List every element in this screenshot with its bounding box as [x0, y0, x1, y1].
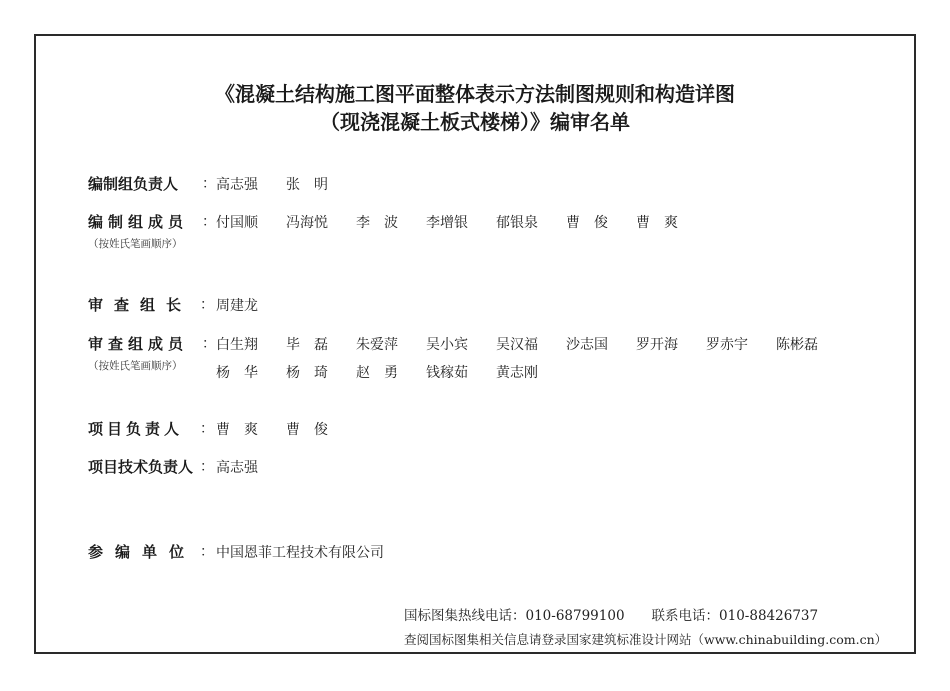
person-name: 李增银 [426, 215, 468, 231]
person-name: 郁银泉 [496, 215, 538, 231]
person-name: 赵 勇 [356, 365, 398, 381]
tech-leader-colon: ： [200, 459, 214, 475]
compile-members-label: 编制组成员 [88, 213, 189, 231]
title-line-2: （现浇混凝土板式楼梯）》编审名单 [320, 110, 630, 134]
person-name: 白生翔 [216, 337, 258, 353]
project-leader-label: 项目负责人 [88, 420, 184, 438]
compile-members-note: （按姓氏笔画顺序） [88, 238, 183, 250]
person-name: 罗赤宇 [706, 337, 748, 353]
person-name: 曹 爽 [636, 215, 678, 231]
project-leader-colon: ： [200, 421, 214, 437]
participating-unit-colon: ： [200, 544, 214, 560]
person-name: 曹 俊 [566, 215, 608, 231]
person-name: 杨 华 [216, 365, 258, 381]
compile-members-colon: ： [202, 214, 216, 230]
review-members-colon: ： [202, 336, 216, 352]
tech-leader-label: 项目技术负责人 [88, 458, 194, 476]
person-name: 罗开海 [636, 337, 678, 353]
person-name: 吴汉福 [496, 337, 538, 353]
person-name: 曹 俊 [286, 422, 328, 438]
person-name: 高志强 [216, 460, 258, 476]
person-name: 陈彬磊 [776, 337, 818, 353]
review-members-label: 审查组成员 [88, 335, 189, 353]
person-name: 吴小宾 [426, 337, 468, 353]
person-name: 杨 琦 [286, 365, 328, 381]
person-name: 朱爱萍 [356, 337, 398, 353]
person-name: 周建龙 [216, 298, 258, 314]
person-name: 付国顺 [216, 215, 258, 231]
person-name: 曹 爽 [216, 422, 258, 438]
person-name: 黄志刚 [496, 365, 538, 381]
hotline-text: 国标图集热线电话：010-68799100 联系电话：010-88426737 [404, 608, 819, 624]
organization-name: 中国恩菲工程技术有限公司 [216, 545, 384, 561]
participating-unit-label: 参编单位 [88, 543, 197, 561]
person-name: 张 明 [286, 177, 328, 193]
compile-leader-label: 编制组负责人 [88, 175, 179, 193]
review-members-note: （按姓氏笔画顺序） [88, 360, 183, 372]
person-name: 沙志国 [566, 337, 608, 353]
person-name: 毕 磊 [286, 337, 328, 353]
person-name: 钱稼茹 [426, 365, 468, 381]
website-text: 查阅国标图集相关信息请登录国家建筑标准设计网站（www.chinabuilding.com.cn） [404, 632, 888, 647]
person-name: 李 波 [356, 215, 398, 231]
review-leader-colon: ： [200, 297, 214, 313]
title-line-1: 《混凝土结构施工图平面整体表示方法制图规则和构造详图 [215, 82, 735, 106]
person-name: 高志强 [216, 177, 258, 193]
compile-leader-colon: ： [202, 176, 216, 192]
person-name: 冯海悦 [286, 215, 328, 231]
review-leader-label: 审查组长 [88, 296, 193, 314]
